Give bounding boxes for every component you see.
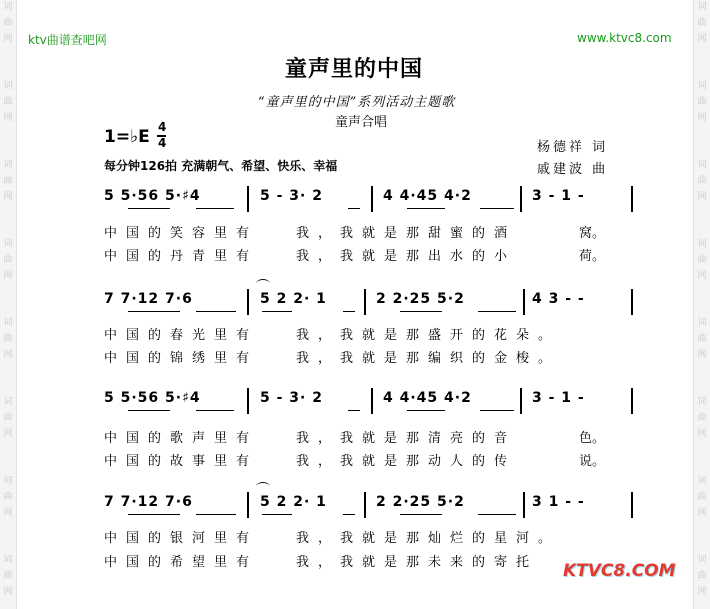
watermark-glyph: 曲 [697,571,707,581]
lyric-line: 我，我就是那编织的金梭。 [296,351,561,366]
watermark-glyph: 词 [3,397,13,407]
measure-notes: 5 2 2· 1 [260,494,327,510]
watermark-glyph: 词 [697,555,707,565]
beam-line [343,311,355,312]
watermark-glyph: 曲 [697,176,707,186]
measure-notes: 3 - 1 - [532,390,585,406]
watermark-glyph: 曲 [3,571,13,581]
tempo-marking: 每分钟126拍 充满朝气、希望、快乐、幸福 [104,159,338,173]
lyric-line: 中国的歌声里有 [104,431,259,446]
tie-mark [256,279,270,288]
brand-logo[interactable]: KTVC8.COM [563,561,676,581]
beam-line [478,514,516,515]
song-subtitle: “童声里的中国”系列活动主题歌 [258,95,456,110]
beam-line [400,311,442,312]
lyric-line: 我，我就是那灿烂的星河。 [296,531,561,546]
watermark-glyph: 词 [3,239,13,249]
watermark-glyph: 词 [697,397,707,407]
watermark-glyph: 曲 [697,413,707,423]
lyric-line: 中国的春光里有 [104,328,259,343]
beam-line [128,410,170,411]
beam-line [196,514,236,515]
time-signature-bottom: 4 [158,136,167,150]
watermark-glyph: 词 [697,2,707,12]
composer-credit: 戚建波 曲 [537,162,609,177]
lyric-line: 中国的锦绣里有 [104,351,259,366]
lyric-line: 中国的银河里有 [104,531,259,546]
watermark-glyph: 曲 [3,255,13,265]
tie-mark [256,482,270,491]
bar-line [247,388,249,414]
lyric-line: 我，我就是那盛开的花朵。 [296,328,561,343]
beam-line [400,514,442,515]
watermark-glyph: 曲 [697,18,707,28]
watermark-glyph: 词 [697,318,707,328]
watermark-glyph: 词 [3,2,13,12]
watermark-glyph: 词 [697,160,707,170]
lyric-line: 荷。 [579,249,606,264]
bar-line [631,388,633,414]
watermark-glyph: 网 [3,587,13,597]
time-signature-top: 4 [158,120,167,134]
watermark-glyph: 网 [697,34,707,44]
beam-line [480,208,514,209]
measure-notes: 3 - 1 - [532,188,585,204]
voice-type: 童声合唱 [335,115,388,130]
watermark-glyph: 网 [697,271,707,281]
bar-line [631,186,633,212]
bar-line [247,492,249,518]
beam-line [348,410,360,411]
beam-line [128,514,180,515]
measure-notes: 4 4·45 4·2 [383,188,472,204]
watermark-glyph: 曲 [697,255,707,265]
bar-line [364,492,366,518]
lyric-line: 中国的希望里有 [104,555,259,570]
lyric-line: 我，我就是那清亮的音 [296,431,517,446]
lyricist-credit: 杨德祥 词 [537,140,609,155]
bar-line [371,186,373,212]
lyric-line: 我，我就是那出水的小 [296,249,517,264]
watermark-glyph: 曲 [697,492,707,502]
watermark-glyph: 网 [697,587,707,597]
bar-line [364,289,366,315]
lyric-line: 说。 [579,454,606,469]
watermark-glyph: 网 [697,350,707,360]
bar-line [247,289,249,315]
key-signature: 1=♭E [104,127,150,147]
watermark-glyph: 网 [3,192,13,202]
measure-notes: 5 2 2· 1 [260,291,327,307]
measure-notes: 5 5·56 5·♯4 [104,390,201,406]
bar-line [631,289,633,315]
watermark-glyph: 词 [697,476,707,486]
lyric-line: 我，我就是那未来的寄托 [296,555,539,570]
measure-notes: 5 - 3· 2 [260,390,323,406]
watermark-glyph: 词 [697,81,707,91]
lyric-line: 我，我就是那甜蜜的酒 [296,226,517,241]
measure-notes: 5 - 3· 2 [260,188,323,204]
bar-line [523,289,525,315]
watermark-glyph: 网 [697,113,707,123]
lyric-line: 中国的故事里有 [104,454,259,469]
watermark-glyph: 网 [697,192,707,202]
watermark-glyph: 曲 [697,97,707,107]
beam-line [128,208,170,209]
beam-line [407,410,445,411]
lyric-line: 中国的笑容里有 [104,226,259,241]
beam-line [407,208,445,209]
beam-line [348,208,360,209]
watermark-glyph: 词 [3,160,13,170]
bar-line [631,492,633,518]
site-name-left[interactable]: ktv曲谱查吧网 [28,33,107,47]
lyric-line: 色。 [579,431,606,446]
watermark-glyph: 词 [697,239,707,249]
beam-line [262,514,292,515]
beam-line [128,311,180,312]
bar-line [247,186,249,212]
lyric-line: 中国的丹青里有 [104,249,259,264]
measure-notes: 5 5·56 5·♯4 [104,188,201,204]
watermark-glyph: 网 [697,429,707,439]
beam-line [478,311,516,312]
bar-line [520,388,522,414]
watermark-glyph: 词 [3,476,13,486]
measure-notes: 7 7·12 7·6 [104,291,193,307]
watermark-glyph: 词 [3,81,13,91]
bar-line [520,186,522,212]
lyric-line: 我，我就是那动人的传 [296,454,517,469]
watermark-glyph: 曲 [3,334,13,344]
bar-line [371,388,373,414]
measure-notes: 4 3 - - [532,291,585,307]
watermark-glyph: 网 [3,113,13,123]
watermark-glyph: 词 [3,318,13,328]
beam-line [262,311,292,312]
watermark-glyph: 网 [3,508,13,518]
beam-line [343,514,355,515]
beam-line [480,410,514,411]
watermark-glyph: 曲 [3,18,13,28]
song-title: 童声里的中国 [285,56,424,82]
watermark-glyph: 曲 [697,334,707,344]
bar-line [523,492,525,518]
lyric-line: 窝。 [579,226,606,241]
measure-notes: 2 2·25 5·2 [376,291,465,307]
measure-notes: 3 1 - - [532,494,585,510]
watermark-glyph: 网 [3,271,13,281]
watermark-glyph: 网 [3,34,13,44]
beam-line [196,208,234,209]
watermark-glyph: 曲 [3,413,13,423]
watermark-glyph: 曲 [3,97,13,107]
measure-notes: 7 7·12 7·6 [104,494,193,510]
watermark-glyph: 网 [3,350,13,360]
measure-notes: 4 4·45 4·2 [383,390,472,406]
measure-notes: 2 2·25 5·2 [376,494,465,510]
beam-line [196,311,236,312]
watermark-glyph: 曲 [3,176,13,186]
watermark-glyph: 词 [3,555,13,565]
watermark-glyph: 网 [3,429,13,439]
beam-line [196,410,234,411]
watermark-glyph: 曲 [3,492,13,502]
site-url-right[interactable]: www.ktvc8.com [577,31,672,45]
watermark-glyph: 网 [697,508,707,518]
